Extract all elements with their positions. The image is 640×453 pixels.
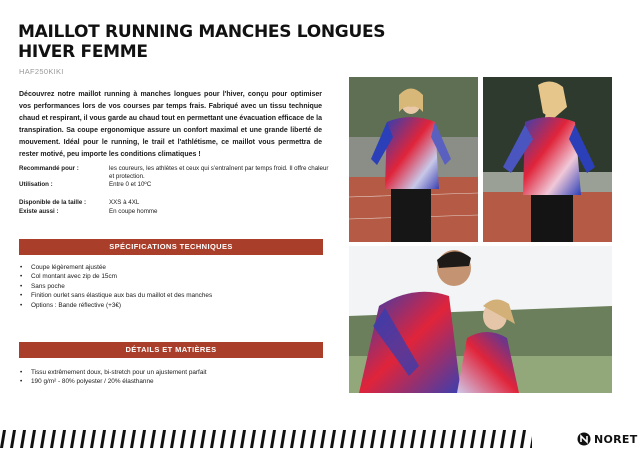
pattern-stroke bbox=[500, 430, 506, 448]
technical-specs-heading: SPÉCIFICATIONS TECHNIQUES bbox=[19, 239, 323, 255]
pattern-stroke bbox=[270, 430, 276, 448]
product-photo-back bbox=[483, 77, 612, 242]
pattern-stroke bbox=[140, 430, 146, 448]
pattern-stroke bbox=[370, 430, 376, 448]
materials-list bbox=[19, 368, 319, 387]
pattern-stroke bbox=[100, 430, 106, 448]
pattern-stroke bbox=[530, 430, 532, 448]
spec-value: XXS à 4XL bbox=[109, 199, 140, 206]
pattern-stroke bbox=[470, 430, 476, 448]
pattern-stroke bbox=[170, 430, 176, 448]
pattern-stroke bbox=[460, 430, 466, 448]
spec-row-sizes bbox=[19, 199, 329, 208]
pattern-stroke bbox=[480, 430, 486, 448]
pattern-stroke bbox=[280, 430, 286, 448]
product-description: Découvrez notre maillot running à manches longues pour l'hiver, conçu pour optimiser vos performances lors de vos courses par temps frais. Fabriqué avec un tissu technique chaud et respirant, il vous garde au chaud tout en permettant une évacuation efficace de la transpiration. Sa coupe ergonomique assure un confort maximal et une grande liberté de mouvement. Idéal pour le running, le trail et l'athlétisme, ce maillot vous permettra de rester motivé, peu importe les conditions climatiques ! bbox=[19, 91, 322, 158]
spec-row-usage bbox=[19, 181, 329, 199]
pattern-stroke bbox=[130, 430, 136, 448]
pattern-stroke bbox=[150, 430, 156, 448]
pattern-stroke bbox=[60, 430, 66, 448]
pattern-stroke bbox=[430, 430, 436, 448]
technical-specs-list bbox=[19, 263, 319, 310]
pattern-stroke bbox=[40, 430, 46, 448]
pattern-stroke bbox=[90, 430, 96, 448]
product-reference: HAF250KIKI bbox=[19, 67, 64, 76]
pattern-stroke bbox=[210, 430, 216, 448]
noret-logo-icon bbox=[577, 432, 591, 446]
pattern-stroke bbox=[180, 430, 186, 448]
pattern-stroke bbox=[400, 430, 406, 448]
brand-logo bbox=[577, 432, 638, 446]
pattern-stroke bbox=[120, 430, 126, 448]
list-item: • Options : Bande réflective (+3€) bbox=[19, 301, 319, 310]
spec-value: Entre 0 et 10ºC bbox=[109, 181, 152, 188]
product-photo-front bbox=[349, 77, 478, 242]
pattern-stroke bbox=[510, 430, 516, 448]
pattern-stroke bbox=[70, 430, 76, 448]
pattern-stroke bbox=[0, 430, 6, 448]
spec-label: Utilisation : bbox=[19, 181, 53, 188]
spec-label: Existe aussi : bbox=[19, 208, 59, 215]
pattern-stroke bbox=[20, 430, 26, 448]
pattern-stroke bbox=[360, 430, 366, 448]
material-composition: 190 g/m² - 80% polyester / 20% élasthanne bbox=[31, 378, 154, 386]
pattern-stroke bbox=[310, 430, 316, 448]
pattern-stroke bbox=[490, 430, 496, 448]
list-item: • Finition ourlet sans élastique aux bas du maillot et des manches bbox=[19, 291, 319, 300]
spec-value: les coureurs, les athlètes et ceux qui s'entraînent par temps froid. Il offre chaleur et protection. bbox=[109, 165, 329, 180]
pattern-stroke bbox=[300, 430, 306, 448]
pattern-stroke bbox=[220, 430, 226, 448]
product-photo-duo bbox=[349, 246, 612, 393]
pattern-stroke bbox=[110, 430, 116, 448]
pattern-stroke bbox=[340, 430, 346, 448]
spec-list bbox=[19, 165, 329, 217]
pattern-stroke bbox=[160, 430, 166, 448]
pattern-stroke bbox=[330, 430, 336, 448]
spec-label: Recommandé pour : bbox=[19, 165, 79, 172]
brand-name: NORET bbox=[594, 432, 638, 446]
pattern-stroke bbox=[190, 430, 196, 448]
list-item: • Tissu extrêmement doux, bi-stretch pour un ajustement parfait bbox=[19, 368, 319, 377]
pattern-stroke bbox=[420, 430, 426, 448]
pattern-stroke bbox=[450, 430, 456, 448]
pattern-stroke bbox=[10, 430, 16, 448]
materials-heading: DÉTAILS ET MATIÈRES bbox=[19, 342, 323, 358]
decorative-pattern-strip bbox=[0, 428, 532, 450]
pattern-stroke bbox=[320, 430, 326, 448]
pattern-stroke bbox=[80, 430, 86, 448]
pattern-stroke bbox=[230, 430, 236, 448]
list-item-no-bullet bbox=[19, 377, 319, 386]
spec-row-also-exists bbox=[19, 208, 329, 217]
pattern-stroke bbox=[200, 430, 206, 448]
list-item: • Coupe légèrement ajustée bbox=[19, 263, 319, 272]
pattern-stroke bbox=[250, 430, 256, 448]
pattern-stroke bbox=[390, 430, 396, 448]
pattern-stroke bbox=[290, 430, 296, 448]
pattern-stroke bbox=[410, 430, 416, 448]
spec-row-recommended bbox=[19, 165, 329, 181]
list-item: • Sans poche bbox=[19, 282, 319, 291]
spec-label: Disponible de la taille : bbox=[19, 199, 87, 206]
pattern-stroke bbox=[350, 430, 356, 448]
spec-value: En coupe homme bbox=[109, 208, 158, 215]
pattern-stroke bbox=[520, 430, 526, 448]
pattern-stroke bbox=[440, 430, 446, 448]
pattern-stroke bbox=[50, 430, 56, 448]
pattern-stroke bbox=[240, 430, 246, 448]
list-item: • Col montant avec zip de 15cm bbox=[19, 272, 319, 281]
product-title: MAILLOT RUNNING MANCHES LONGUES HIVER FEMME bbox=[18, 22, 386, 62]
pattern-stroke bbox=[30, 430, 36, 448]
pattern-stroke bbox=[260, 430, 266, 448]
pattern-stroke bbox=[380, 430, 386, 448]
